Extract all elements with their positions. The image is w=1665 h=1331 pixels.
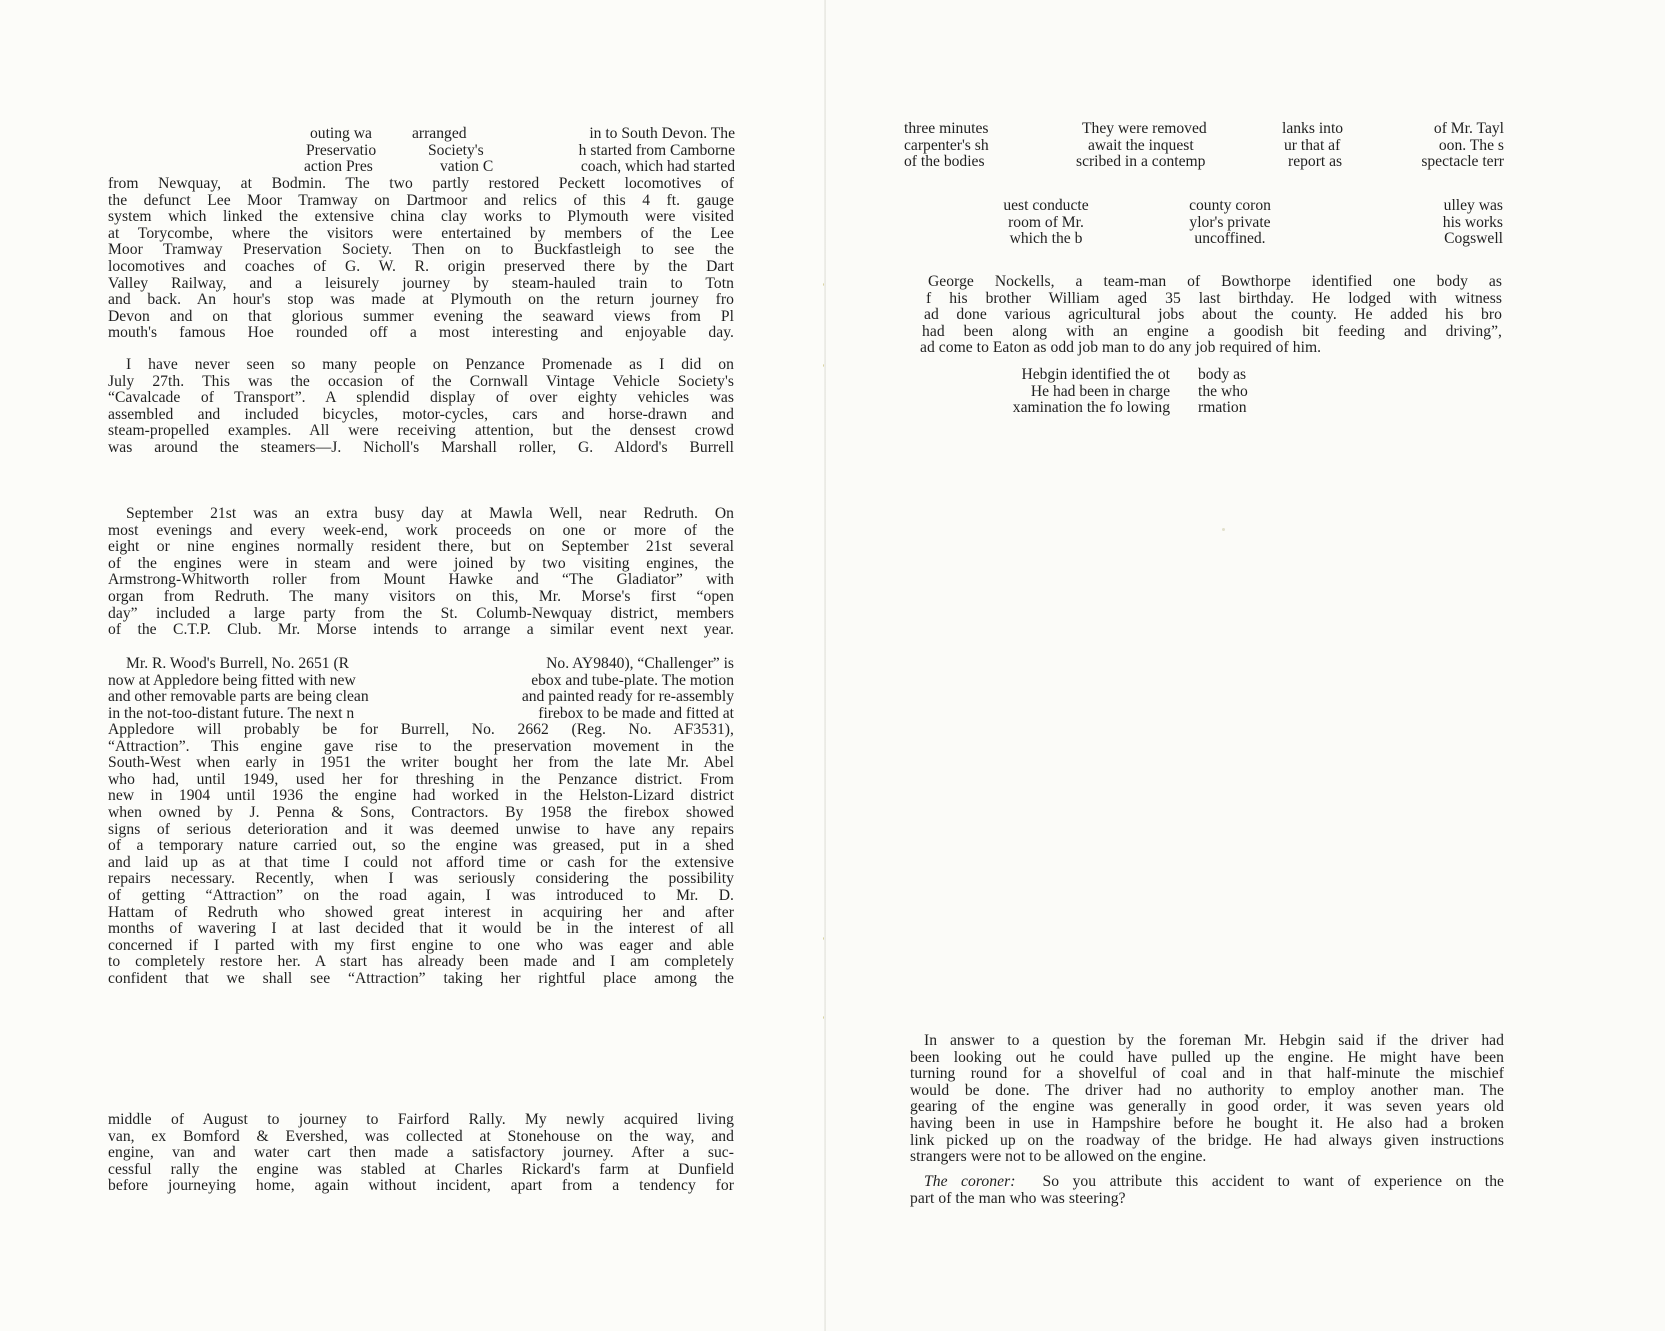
- fragment: of the bodies: [904, 153, 985, 171]
- fragment: action Pres: [304, 158, 373, 176]
- text-line: ad done various agricultural jobs about the county. He added his bro: [924, 306, 1502, 324]
- text-line: steam-propelled examples. All were receiving attention, but the densest crowd: [108, 422, 734, 440]
- text-line: at Torycombe, where the visitors were entertained by members of the Lee: [108, 224, 734, 242]
- coroner-question: So you attribute this accident to want of experience on the: [1042, 1173, 1505, 1190]
- text-line: concerned if I parted with my first engine to one who was eager and able: [108, 936, 734, 954]
- text-line: and laid up as at that time I could not afford time or cash for the extensive: [108, 853, 734, 871]
- text-line: I have never seen so many people on Penzance Promenade as I did on: [126, 356, 734, 373]
- text-line: engine, van and water cart then made a satisfactory journey. After a suc-: [108, 1144, 734, 1162]
- right-page: [826, 0, 1665, 1331]
- text-line: of getting “Attraction” on the road again, I was introduced to Mr. D.: [108, 886, 734, 904]
- text-line: Appledore will probably be for Burrell, No. 2662 (Reg. No. AF3531),: [108, 721, 734, 738]
- fragment: of Mr. Tayl: [1433, 120, 1504, 137]
- text-line: had been along with an engine a goodish bit feeding and driving”,: [922, 322, 1502, 340]
- fragment: report as: [1288, 153, 1343, 171]
- text-line: of the C.T.P. Club. Mr. Morse intends to arrange a similar event next year.: [108, 621, 734, 639]
- text-line: “Cavalcade of Transport”. A splendid display of over eighty vehicles was: [108, 389, 734, 407]
- fragment: ylor's private: [1189, 213, 1271, 231]
- fragment: now at Appledore being fitted with new: [108, 671, 356, 689]
- coroner-paragraph: [910, 1174, 1504, 1207]
- text-line: ad come to Eaton as odd job man to do any job required of him.: [920, 339, 1322, 357]
- text-line: signs of serious deterioration and it was deemed unwise to have any repairs: [108, 820, 734, 838]
- august-paragraph: [108, 1112, 734, 1195]
- inquest-fragments: [986, 198, 1503, 250]
- text-line: system which linked the extensive china clay works to Plymouth were visited: [108, 208, 734, 226]
- left-page: [0, 0, 826, 1331]
- fragment: room of Mr.: [1008, 213, 1084, 231]
- top-fragments: [904, 121, 1504, 173]
- text-line: of a temporary nature carried out, so the engine was greased, put in a shed: [108, 837, 734, 855]
- wood-paragraph: [108, 722, 734, 988]
- wood-fragments: [108, 656, 734, 724]
- fragment: rmation: [1198, 399, 1247, 417]
- text-line: Devon and on that glorious summer evening the seaward views from Pl: [108, 307, 734, 325]
- text-line: been looking out he could have pulled up the engine. He might have been: [910, 1048, 1504, 1066]
- text-line: who had, until 1949, used her for threshing in the Penzance district. From: [108, 770, 734, 788]
- fragment: scribed in a contemp: [1076, 153, 1206, 171]
- fragment: oon. The s: [1438, 136, 1504, 154]
- penzance-paragraph: [108, 357, 734, 457]
- fragment: Society's: [428, 141, 484, 159]
- answer-paragraph: [910, 1033, 1504, 1166]
- text-line: before journeying home, again without incident, apart from a tendency for: [108, 1177, 734, 1195]
- fragment: await the inquest: [1088, 136, 1194, 154]
- text-line: f his brother William aged 35 last birthday. He lodged with witness: [926, 289, 1502, 307]
- text-line: Valley Railway, and a leisurely journey by steam-hauled train to Totn: [108, 274, 734, 292]
- text-line: mouth's famous Hoe rounded off a most interesting and enjoyable day.: [108, 324, 734, 342]
- text-line: having been in use in Hampshire before he bought it. He also had a broken: [910, 1114, 1504, 1132]
- fragment: three minutes: [904, 120, 989, 137]
- text-line: repairs necessary. Recently, when I was seriously considering the possibility: [108, 870, 734, 888]
- fragment: carpenter's sh: [904, 136, 989, 154]
- fragment: lanks into: [1282, 120, 1344, 137]
- text-line: Hattam of Redruth who showed great interest in acquiring her and after: [108, 903, 734, 921]
- text-line: part of the man who was steering?: [910, 1189, 1126, 1207]
- fragment: Hebgin identified the ot: [1021, 366, 1170, 383]
- fragment: ebox and tube-plate. The motion: [531, 671, 734, 689]
- outing-paragraph: [108, 176, 734, 342]
- text-line: link picked up on the roadway of the bridge. He had always given instructions: [910, 1131, 1504, 1149]
- fragment: county coron: [1189, 197, 1271, 214]
- outing-fragments: [304, 125, 735, 178]
- text-line: “Attraction”. This engine gave rise to the preservation movement in the: [108, 737, 734, 755]
- hebgin-fragments: [962, 367, 1292, 419]
- fragment: in to South Devon. The: [589, 125, 735, 142]
- text-line: July 27th. This was the occasion of the Cornwall Vintage Vehicle Society's: [108, 372, 734, 390]
- text-line: the defunct Lee Moor Tramway on Dartmoor and relics of this 4 ft. gauge: [108, 191, 734, 209]
- text-line: South-West when early in 1951 the writer bought her from the late Mr. Abel: [108, 754, 734, 772]
- text-line: turning round for a shovelful of coal and in that half-minute the mischief: [910, 1065, 1504, 1083]
- text-line: Armstrong-Whitworth roller from Mount Hawke and “The Gladiator” with: [108, 571, 734, 589]
- fragment: ulley was: [1443, 197, 1503, 214]
- text-line: would be done. The driver had no authority to employ another man. The: [910, 1081, 1504, 1099]
- nockells-paragraph: [916, 274, 1502, 357]
- fragment: No. AY9840), “Challenger” is: [546, 655, 734, 672]
- text-line: to completely restore her. A start has already been made and I am completely: [108, 953, 734, 971]
- september-paragraph: [108, 506, 734, 639]
- text-line: [910, 1174, 1504, 1191]
- fragment: They were removed: [1082, 120, 1207, 137]
- fragment: h started from Camborne: [578, 141, 735, 159]
- text-line: In answer to a question by the foreman Mr. Hebgin said if the driver had: [924, 1032, 1504, 1049]
- fragment: ur that af: [1284, 136, 1341, 154]
- text-line: was around the steamers—J. Nicholl's Marshall roller, G. Aldord's Burrell: [108, 438, 734, 456]
- text-line: when owned by J. Penna & Sons, Contractors. By 1958 the firebox showed: [108, 803, 734, 821]
- text-line: van, ex Bomford & Evershed, was collected at Stonehouse on the way, and: [108, 1127, 734, 1145]
- fragment: xamination the fo lowing: [1012, 399, 1170, 417]
- fragment: Mr. R. Wood's Burrell, No. 2651 (R: [126, 655, 350, 672]
- text-line: cessful rally the engine was stabled at Charles Rickard's farm at Dunfield: [108, 1160, 734, 1178]
- fragment: He had been in charge: [1030, 382, 1170, 400]
- speaker-label: The coroner:: [924, 1173, 1016, 1190]
- text-line: middle of August to journey to Fairford Rally. My newly acquired living: [108, 1111, 734, 1128]
- text-line: Moor Tramway Preservation Society. Then on to Buckfastleigh to see the: [108, 241, 734, 259]
- text-line: from Newquay, at Bodmin. The two partly restored Peckett locomotives of: [108, 175, 734, 192]
- fragment: coach, which had started: [580, 158, 735, 176]
- fragment: uncoffined.: [1194, 230, 1266, 248]
- fragment: outing wa: [310, 125, 372, 142]
- text-line: organ from Redruth. The many visitors on this, Mr. Morse's first “open: [108, 587, 734, 605]
- text-line: new in 1904 until 1936 the engine had worked in the Helston-Lizard district: [108, 787, 734, 805]
- fragment: Preservatio: [306, 141, 377, 159]
- fragment: vation C: [440, 158, 494, 176]
- speck: [1222, 528, 1225, 531]
- text-line: locomotives and coaches of G. W. R. origin preserved there by the Dart: [108, 257, 734, 275]
- fragment: uest conducte: [1003, 197, 1089, 214]
- fragment: spectacle terr: [1421, 153, 1504, 171]
- fragment: body as: [1198, 366, 1247, 383]
- fragment: his works: [1442, 213, 1503, 231]
- fragment: in the not-too-distant future. The next n: [108, 704, 355, 722]
- text-line: confident that we shall see “Attraction” taking her rightful place among the: [108, 969, 734, 987]
- text-line: September 21st was an extra busy day at Mawla Well, near Redruth. On: [126, 505, 734, 522]
- text-line: and back. An hour's stop was made at Plymouth on the return journey fro: [108, 291, 734, 309]
- text-line: day” included a large party from the St. Columb-Newquay district, members: [108, 604, 734, 622]
- text-line: gearing of the engine was generally in good order, it was seven years old: [910, 1098, 1504, 1116]
- text-line: most evenings and every week-end, work proceeds on one or more of the: [108, 521, 734, 539]
- text-line: George Nockells, a team-man of Bowthorpe identified one body as: [928, 273, 1502, 290]
- fragment: the who: [1198, 382, 1248, 400]
- text-line: months of wavering I at last decided that it would be in the interest of all: [108, 920, 734, 938]
- fragment: and other removable parts are being clean: [108, 688, 369, 706]
- text-line: strangers were not to be allowed on the engine.: [910, 1148, 1207, 1166]
- fragment: and painted ready for re-assembly: [521, 688, 734, 706]
- fragment: firebox to be made and fitted at: [538, 704, 734, 722]
- text-line: assembled and included bicycles, motor-cycles, cars and horse-drawn and: [108, 405, 734, 423]
- text-line: of the engines were in steam and were joined by two visiting engines, the: [108, 554, 734, 572]
- fragment: Cogswell: [1444, 230, 1503, 248]
- fragment: arranged: [412, 125, 467, 142]
- fragment: which the b: [1009, 230, 1083, 248]
- text-line: eight or nine engines normally resident there, but on September 21st several: [108, 538, 734, 556]
